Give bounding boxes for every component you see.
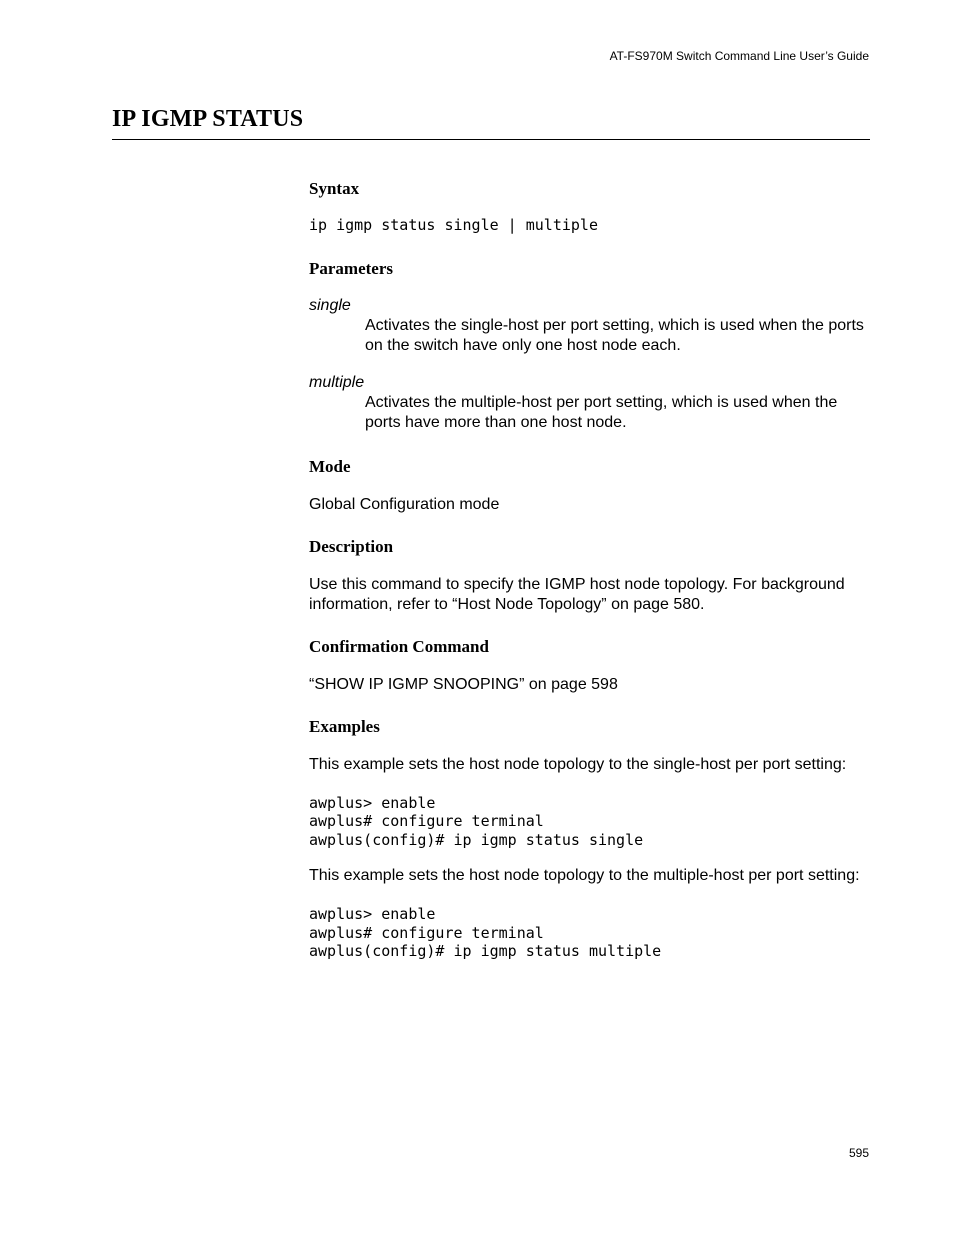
syntax-command: ip igmp status single | multiple [309,216,598,234]
syntax-heading: Syntax [309,179,360,198]
code-line: awplus(config)# ip igmp status multiple [309,942,662,960]
code-line: awplus> enable [309,793,436,812]
example-code [309,794,871,850]
content-body [309,178,871,961]
parameter-description: Activates the multiple-host per port setting, which is used when the ports have more than one host node. [365,393,838,431]
page-number: 595 [848,1146,869,1160]
parameter-item [309,296,871,356]
confirmation-text: “SHOW IP IGMP SNOOPING” on page 598 [309,675,618,693]
description-heading: Description [309,536,394,556]
parameters-heading: Parameters [309,258,394,278]
running-header: AT-FS970M Switch Command Line User’s Guide [609,49,869,63]
page-title: IP IGMP STATUS [112,106,304,132]
parameter-description: Activates the single-host per port setting, which is used when the ports on the switch have only one host node each. [365,316,864,354]
example-text: This example sets the host node topology to the single-host per port setting: [309,755,847,773]
parameter-name: multiple [309,373,365,391]
title-divider [112,139,870,140]
mode-heading: Mode [309,456,351,476]
code-line: awplus# configure terminal [309,923,544,942]
confirmation-heading: Confirmation Command [309,636,489,656]
code-line: awplus# configure terminal [309,812,544,830]
mode-text: Global Configuration mode [309,495,500,513]
parameter-item [309,373,871,433]
examples-heading: Examples [309,716,380,736]
parameter-name: single [309,296,351,314]
example-code [309,905,871,961]
code-line: awplus> enable [309,905,436,923]
example-text: This example sets the host node topology to the multiple-host per port setting: [309,867,860,884]
description-text: Use this command to specify the IGMP host node topology. For background information, refer to “Host Node Topology” on page 580. [309,575,845,613]
code-line: awplus(config)# ip igmp status single [309,830,644,849]
